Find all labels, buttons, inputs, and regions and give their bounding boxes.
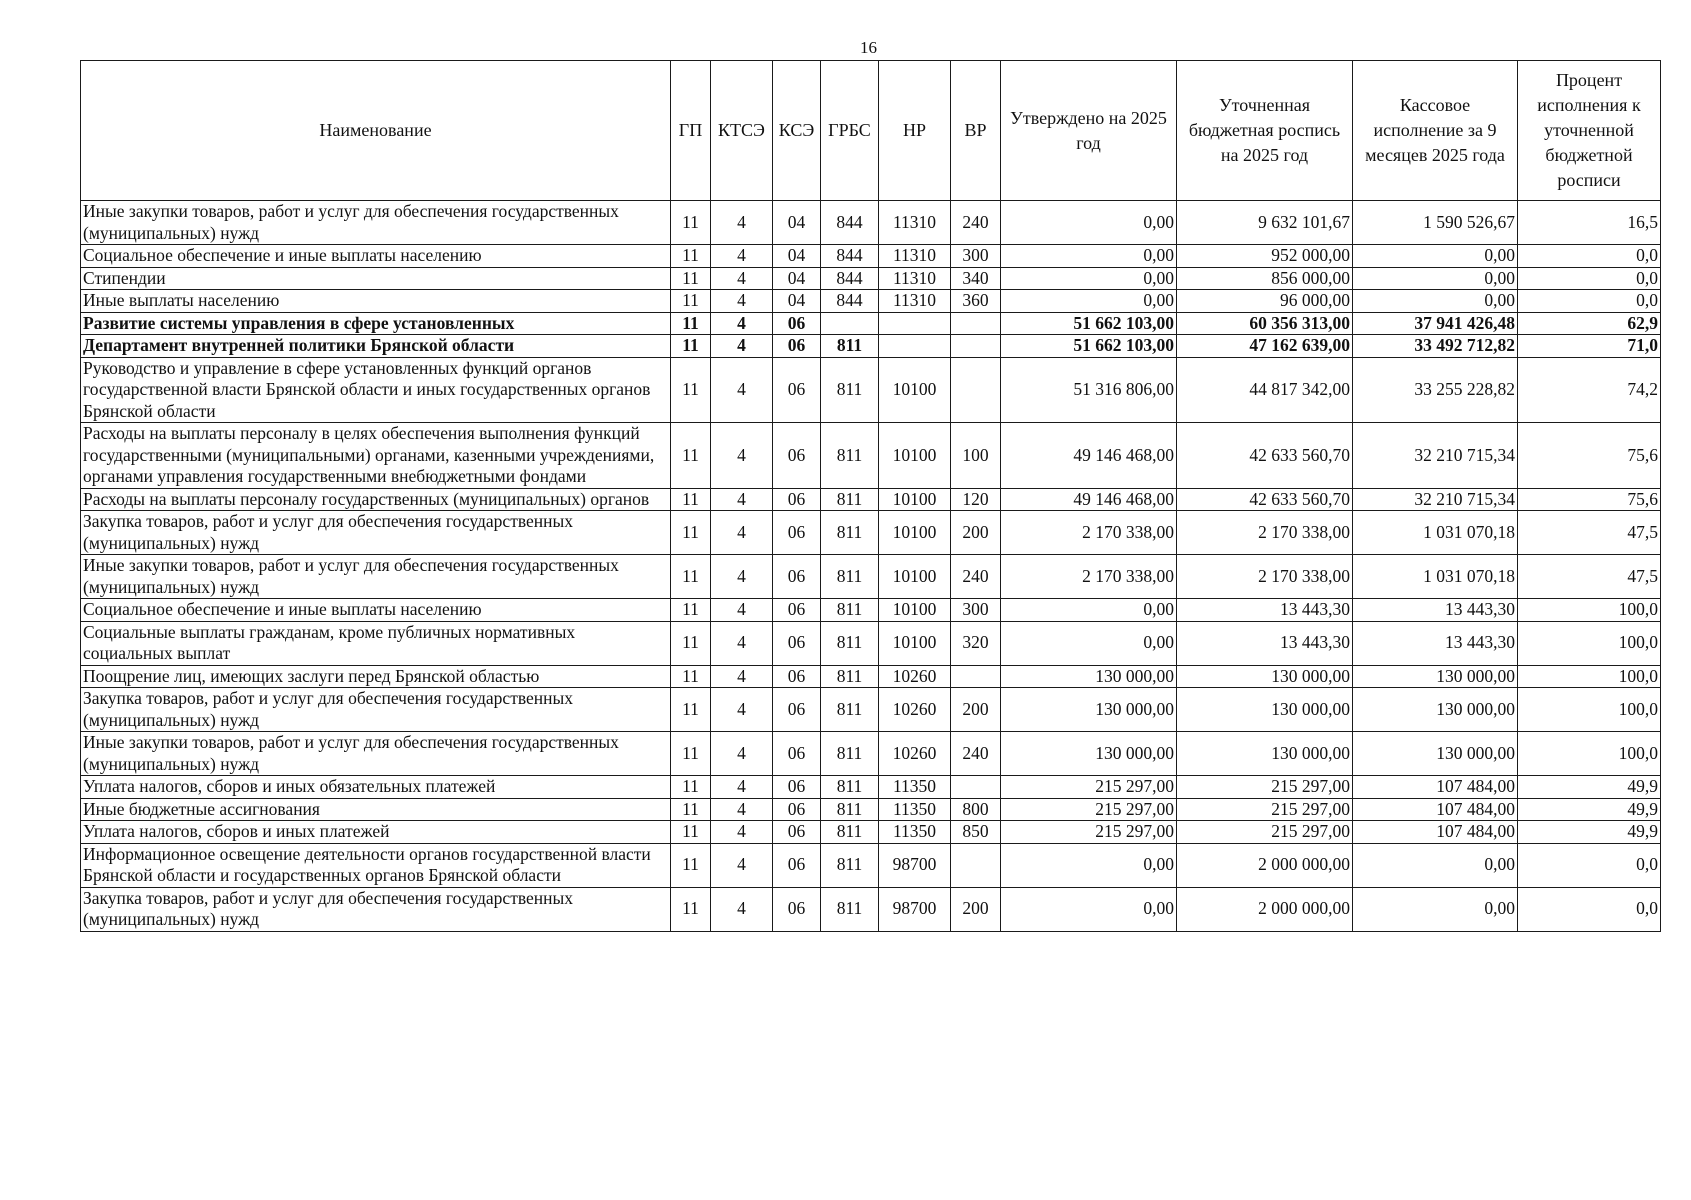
row-gp: 11 [671, 245, 711, 268]
row-refined: 42 633 560,70 [1177, 423, 1353, 489]
row-vr: 240 [951, 555, 1001, 599]
row-ktse: 4 [711, 665, 773, 688]
row-ktse: 4 [711, 798, 773, 821]
row-grbs: 811 [821, 821, 879, 844]
row-percent: 62,9 [1518, 312, 1661, 335]
row-vr: 120 [951, 488, 1001, 511]
row-grbs [821, 312, 879, 335]
row-gp: 11 [671, 843, 711, 887]
table-row [81, 245, 1661, 268]
header-kse: КСЭ [773, 61, 821, 201]
row-cash: 0,00 [1353, 267, 1518, 290]
row-refined: 130 000,00 [1177, 732, 1353, 776]
row-nr: 11310 [879, 267, 951, 290]
row-ktse: 4 [711, 290, 773, 313]
row-refined: 215 297,00 [1177, 821, 1353, 844]
row-nr: 11310 [879, 201, 951, 245]
row-grbs: 844 [821, 290, 879, 313]
row-nr: 10100 [879, 555, 951, 599]
row-grbs: 811 [821, 357, 879, 423]
table-row [81, 267, 1661, 290]
header-approved: Утверждено на 2025 год [1001, 61, 1177, 201]
table-body [81, 201, 1661, 932]
row-ktse: 4 [711, 312, 773, 335]
row-gp: 11 [671, 732, 711, 776]
row-gp: 11 [671, 665, 711, 688]
row-kse: 04 [773, 245, 821, 268]
row-name: Информационное освещение деятельности органов государственной власти Брянской области и государственных органов Брянской области [81, 843, 671, 887]
row-cash: 13 443,30 [1353, 599, 1518, 622]
budget-table [80, 60, 1661, 932]
row-kse: 06 [773, 665, 821, 688]
row-percent: 75,6 [1518, 488, 1661, 511]
row-cash: 1 031 070,18 [1353, 555, 1518, 599]
row-grbs: 811 [821, 335, 879, 358]
row-gp: 11 [671, 776, 711, 799]
row-refined: 2 000 000,00 [1177, 843, 1353, 887]
row-gp: 11 [671, 267, 711, 290]
row-percent: 100,0 [1518, 732, 1661, 776]
row-approved: 2 170 338,00 [1001, 555, 1177, 599]
row-gp: 11 [671, 887, 711, 931]
row-gp: 11 [671, 688, 711, 732]
row-name: Закупка товаров, работ и услуг для обеспечения государственных (муниципальных) нужд [81, 688, 671, 732]
row-vr: 200 [951, 887, 1001, 931]
row-ktse: 4 [711, 821, 773, 844]
row-name: Стипендии [81, 267, 671, 290]
row-nr: 11350 [879, 821, 951, 844]
row-gp: 11 [671, 357, 711, 423]
header-refined: Уточненная бюджетная роспись на 2025 год [1177, 61, 1353, 201]
row-percent: 100,0 [1518, 688, 1661, 732]
header-ktse: КТСЭ [711, 61, 773, 201]
row-name: Иные бюджетные ассигнования [81, 798, 671, 821]
row-grbs: 811 [821, 423, 879, 489]
row-cash: 0,00 [1353, 245, 1518, 268]
row-percent: 71,0 [1518, 335, 1661, 358]
row-name: Иные закупки товаров, работ и услуг для обеспечения государственных (муниципальных) нужд [81, 555, 671, 599]
table-row [81, 688, 1661, 732]
table-row [81, 798, 1661, 821]
row-approved: 0,00 [1001, 621, 1177, 665]
row-kse: 06 [773, 798, 821, 821]
row-percent: 100,0 [1518, 665, 1661, 688]
row-refined: 2 000 000,00 [1177, 887, 1353, 931]
row-nr: 98700 [879, 887, 951, 931]
row-approved: 130 000,00 [1001, 688, 1177, 732]
row-ktse: 4 [711, 267, 773, 290]
row-grbs: 844 [821, 267, 879, 290]
row-grbs: 844 [821, 201, 879, 245]
row-percent: 49,9 [1518, 821, 1661, 844]
row-vr: 300 [951, 245, 1001, 268]
row-vr [951, 665, 1001, 688]
row-name: Уплата налогов, сборов и иных платежей [81, 821, 671, 844]
row-percent: 0,0 [1518, 290, 1661, 313]
row-approved: 215 297,00 [1001, 776, 1177, 799]
row-grbs: 811 [821, 732, 879, 776]
row-refined: 215 297,00 [1177, 776, 1353, 799]
table-row [81, 555, 1661, 599]
row-approved: 130 000,00 [1001, 732, 1177, 776]
row-gp: 11 [671, 423, 711, 489]
row-cash: 33 255 228,82 [1353, 357, 1518, 423]
row-approved: 215 297,00 [1001, 821, 1177, 844]
row-percent: 0,0 [1518, 887, 1661, 931]
row-cash: 1 031 070,18 [1353, 511, 1518, 555]
row-kse: 06 [773, 555, 821, 599]
table-header-row [81, 61, 1661, 201]
row-grbs: 811 [821, 776, 879, 799]
header-grbs: ГРБС [821, 61, 879, 201]
row-nr: 10100 [879, 357, 951, 423]
row-refined: 130 000,00 [1177, 665, 1353, 688]
row-refined: 215 297,00 [1177, 798, 1353, 821]
row-vr: 240 [951, 732, 1001, 776]
row-gp: 11 [671, 488, 711, 511]
row-nr: 11310 [879, 290, 951, 313]
row-kse: 06 [773, 312, 821, 335]
table-row [81, 357, 1661, 423]
row-percent: 0,0 [1518, 267, 1661, 290]
row-nr: 10260 [879, 732, 951, 776]
row-approved: 51 662 103,00 [1001, 335, 1177, 358]
table-row [81, 821, 1661, 844]
row-cash: 130 000,00 [1353, 688, 1518, 732]
row-approved: 2 170 338,00 [1001, 511, 1177, 555]
row-ktse: 4 [711, 843, 773, 887]
row-vr: 240 [951, 201, 1001, 245]
row-ktse: 4 [711, 621, 773, 665]
row-refined: 9 632 101,67 [1177, 201, 1353, 245]
row-percent: 49,9 [1518, 798, 1661, 821]
table-row [81, 290, 1661, 313]
row-refined: 856 000,00 [1177, 267, 1353, 290]
row-approved: 0,00 [1001, 887, 1177, 931]
row-nr: 11350 [879, 798, 951, 821]
row-kse: 06 [773, 488, 821, 511]
row-gp: 11 [671, 290, 711, 313]
row-gp: 11 [671, 798, 711, 821]
row-nr: 11350 [879, 776, 951, 799]
row-kse: 06 [773, 357, 821, 423]
table-row [81, 201, 1661, 245]
row-name: Поощрение лиц, имеющих заслуги перед Брянской областью [81, 665, 671, 688]
row-kse: 06 [773, 887, 821, 931]
row-cash: 107 484,00 [1353, 798, 1518, 821]
table-row [81, 665, 1661, 688]
header-gp: ГП [671, 61, 711, 201]
row-ktse: 4 [711, 335, 773, 358]
row-vr: 100 [951, 423, 1001, 489]
row-cash: 13 443,30 [1353, 621, 1518, 665]
row-refined: 42 633 560,70 [1177, 488, 1353, 511]
row-percent: 49,9 [1518, 776, 1661, 799]
row-refined: 952 000,00 [1177, 245, 1353, 268]
row-name: Расходы на выплаты персоналу государственных (муниципальных) органов [81, 488, 671, 511]
table-row [81, 732, 1661, 776]
row-vr [951, 312, 1001, 335]
header-nr: НР [879, 61, 951, 201]
row-approved: 51 662 103,00 [1001, 312, 1177, 335]
table-row [81, 599, 1661, 622]
row-cash: 107 484,00 [1353, 821, 1518, 844]
row-percent: 75,6 [1518, 423, 1661, 489]
row-refined: 130 000,00 [1177, 688, 1353, 732]
row-approved: 0,00 [1001, 290, 1177, 313]
row-kse: 06 [773, 688, 821, 732]
row-ktse: 4 [711, 555, 773, 599]
row-ktse: 4 [711, 201, 773, 245]
row-kse: 06 [773, 423, 821, 489]
row-ktse: 4 [711, 887, 773, 931]
row-vr [951, 357, 1001, 423]
row-vr: 800 [951, 798, 1001, 821]
table-row [81, 776, 1661, 799]
row-gp: 11 [671, 821, 711, 844]
row-nr: 10100 [879, 511, 951, 555]
row-cash: 0,00 [1353, 843, 1518, 887]
row-vr: 200 [951, 688, 1001, 732]
row-gp: 11 [671, 201, 711, 245]
row-kse: 04 [773, 267, 821, 290]
row-vr [951, 776, 1001, 799]
row-vr: 320 [951, 621, 1001, 665]
row-gp: 11 [671, 312, 711, 335]
row-grbs: 811 [821, 887, 879, 931]
row-grbs: 811 [821, 511, 879, 555]
row-cash: 107 484,00 [1353, 776, 1518, 799]
table-row [81, 335, 1661, 358]
row-gp: 11 [671, 599, 711, 622]
table-row [81, 423, 1661, 489]
row-nr: 10260 [879, 688, 951, 732]
row-ktse: 4 [711, 245, 773, 268]
row-kse: 06 [773, 335, 821, 358]
row-nr: 11310 [879, 245, 951, 268]
row-vr: 300 [951, 599, 1001, 622]
row-ktse: 4 [711, 732, 773, 776]
row-refined: 2 170 338,00 [1177, 555, 1353, 599]
row-name: Иные закупки товаров, работ и услуг для обеспечения государственных (муниципальных) нужд [81, 732, 671, 776]
row-ktse: 4 [711, 511, 773, 555]
row-approved: 49 146 468,00 [1001, 488, 1177, 511]
row-nr [879, 312, 951, 335]
row-ktse: 4 [711, 488, 773, 511]
row-cash: 32 210 715,34 [1353, 488, 1518, 511]
row-cash: 130 000,00 [1353, 732, 1518, 776]
row-name: Закупка товаров, работ и услуг для обеспечения государственных (муниципальных) нужд [81, 511, 671, 555]
row-refined: 60 356 313,00 [1177, 312, 1353, 335]
row-nr: 10100 [879, 621, 951, 665]
row-name: Социальное обеспечение и иные выплаты населению [81, 599, 671, 622]
row-name: Закупка товаров, работ и услуг для обеспечения государственных (муниципальных) нужд [81, 887, 671, 931]
row-refined: 2 170 338,00 [1177, 511, 1353, 555]
row-ktse: 4 [711, 423, 773, 489]
row-refined: 47 162 639,00 [1177, 335, 1353, 358]
row-grbs: 811 [821, 488, 879, 511]
row-nr: 10100 [879, 488, 951, 511]
row-name: Социальное обеспечение и иные выплаты населению [81, 245, 671, 268]
row-percent: 0,0 [1518, 245, 1661, 268]
row-vr [951, 335, 1001, 358]
row-approved: 49 146 468,00 [1001, 423, 1177, 489]
row-cash: 1 590 526,67 [1353, 201, 1518, 245]
row-nr: 10100 [879, 599, 951, 622]
row-gp: 11 [671, 555, 711, 599]
row-refined: 13 443,30 [1177, 599, 1353, 622]
row-gp: 11 [671, 621, 711, 665]
row-ktse: 4 [711, 776, 773, 799]
row-nr: 10260 [879, 665, 951, 688]
row-vr [951, 843, 1001, 887]
table-row [81, 312, 1661, 335]
row-refined: 44 817 342,00 [1177, 357, 1353, 423]
row-ktse: 4 [711, 688, 773, 732]
row-grbs: 844 [821, 245, 879, 268]
row-cash: 130 000,00 [1353, 665, 1518, 688]
header-name: Наименование [81, 61, 671, 201]
row-kse: 06 [773, 843, 821, 887]
row-approved: 215 297,00 [1001, 798, 1177, 821]
row-vr: 340 [951, 267, 1001, 290]
page-number: 16 [860, 38, 877, 57]
row-percent: 47,5 [1518, 555, 1661, 599]
row-nr [879, 335, 951, 358]
table-row [81, 511, 1661, 555]
row-kse: 06 [773, 599, 821, 622]
table-row [81, 488, 1661, 511]
row-percent: 16,5 [1518, 201, 1661, 245]
row-grbs: 811 [821, 688, 879, 732]
row-nr: 98700 [879, 843, 951, 887]
row-cash: 33 492 712,82 [1353, 335, 1518, 358]
row-approved: 130 000,00 [1001, 665, 1177, 688]
row-approved: 0,00 [1001, 201, 1177, 245]
row-approved: 0,00 [1001, 843, 1177, 887]
row-cash: 0,00 [1353, 887, 1518, 931]
row-kse: 06 [773, 821, 821, 844]
row-kse: 06 [773, 621, 821, 665]
row-grbs: 811 [821, 621, 879, 665]
row-percent: 100,0 [1518, 621, 1661, 665]
row-percent: 47,5 [1518, 511, 1661, 555]
row-percent: 100,0 [1518, 599, 1661, 622]
row-vr: 200 [951, 511, 1001, 555]
row-name: Иные выплаты населению [81, 290, 671, 313]
row-grbs: 811 [821, 599, 879, 622]
row-gp: 11 [671, 511, 711, 555]
row-grbs: 811 [821, 798, 879, 821]
row-gp: 11 [671, 335, 711, 358]
row-kse: 06 [773, 776, 821, 799]
row-name: Руководство и управление в сфере установленных функций органов государственной власти Брянской области и иных государственных органов Брянской области [81, 357, 671, 423]
header-cash: Кассовое исполнение за 9 месяцев 2025 года [1353, 61, 1518, 201]
row-cash: 37 941 426,48 [1353, 312, 1518, 335]
row-ktse: 4 [711, 357, 773, 423]
row-approved: 0,00 [1001, 267, 1177, 290]
row-name: Иные закупки товаров, работ и услуг для обеспечения государственных (муниципальных) нужд [81, 201, 671, 245]
row-approved: 0,00 [1001, 599, 1177, 622]
row-ktse: 4 [711, 599, 773, 622]
row-refined: 96 000,00 [1177, 290, 1353, 313]
header-vr: ВР [951, 61, 1001, 201]
row-grbs: 811 [821, 555, 879, 599]
row-cash: 32 210 715,34 [1353, 423, 1518, 489]
table-row [81, 621, 1661, 665]
row-name: Социальные выплаты гражданам, кроме публичных нормативных социальных выплат [81, 621, 671, 665]
row-percent: 0,0 [1518, 843, 1661, 887]
row-refined: 13 443,30 [1177, 621, 1353, 665]
row-name: Развитие системы управления в сфере установленных [81, 312, 671, 335]
row-vr: 850 [951, 821, 1001, 844]
header-percent: Процент исполнения к уточненной бюджетной росписи [1518, 61, 1661, 201]
row-nr: 10100 [879, 423, 951, 489]
row-grbs: 811 [821, 843, 879, 887]
table-row [81, 843, 1661, 887]
row-grbs: 811 [821, 665, 879, 688]
row-approved: 0,00 [1001, 245, 1177, 268]
row-kse: 04 [773, 290, 821, 313]
table-row [81, 887, 1661, 931]
row-percent: 74,2 [1518, 357, 1661, 423]
row-cash: 0,00 [1353, 290, 1518, 313]
row-approved: 51 316 806,00 [1001, 357, 1177, 423]
row-kse: 06 [773, 732, 821, 776]
row-name: Департамент внутренней политики Брянской области [81, 335, 671, 358]
row-vr: 360 [951, 290, 1001, 313]
row-name: Расходы на выплаты персоналу в целях обеспечения выполнения функций государственными (муниципальными) органами, казенными учреждениями, органами управления государственными внебюджетными фондами [81, 423, 671, 489]
row-kse: 04 [773, 201, 821, 245]
row-name: Уплата налогов, сборов и иных обязательных платежей [81, 776, 671, 799]
row-kse: 06 [773, 511, 821, 555]
